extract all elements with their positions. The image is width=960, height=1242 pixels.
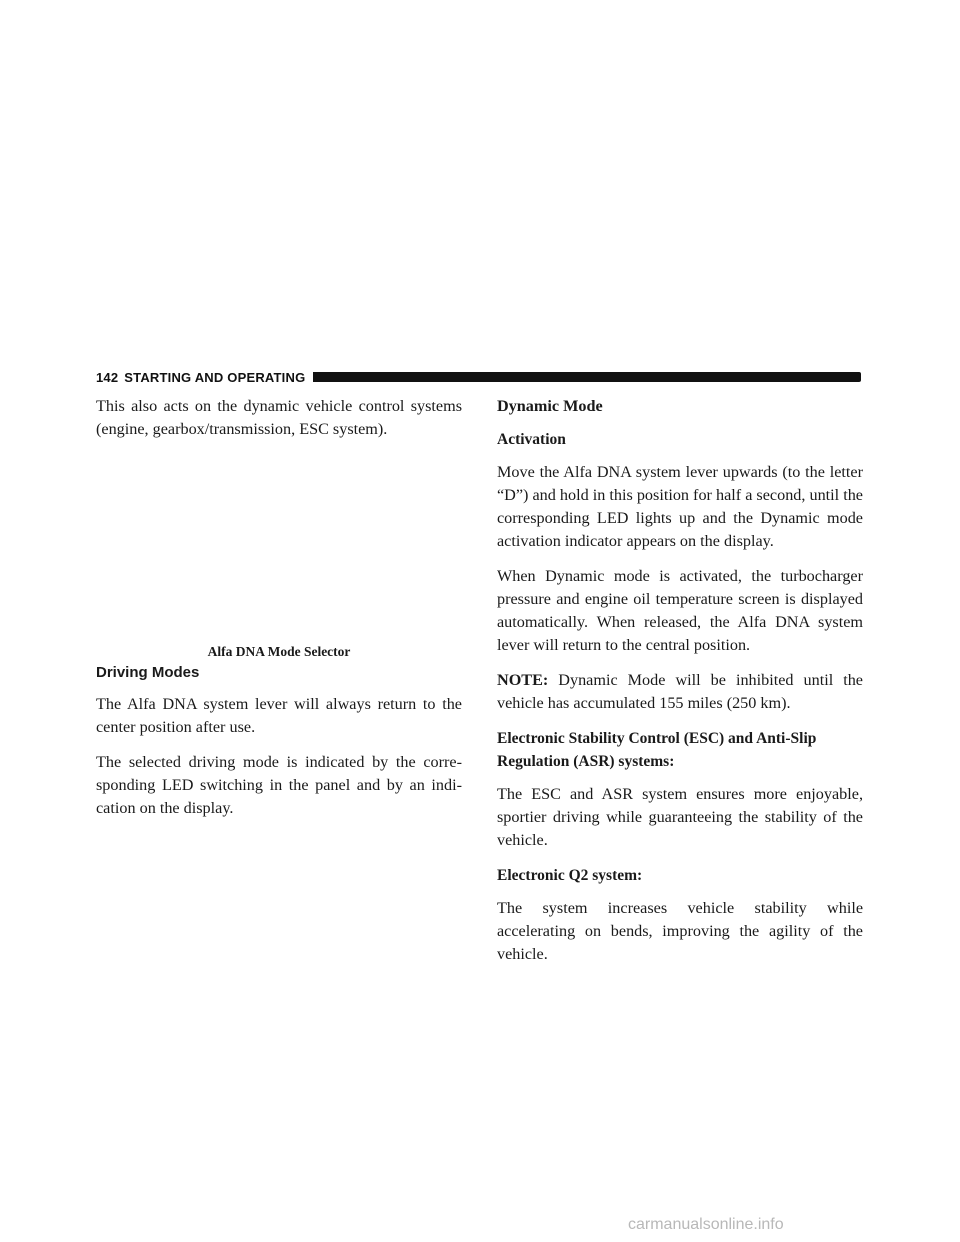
figure-placeholder [96, 453, 462, 643]
note-paragraph [497, 669, 863, 715]
esc-paragraph: The ESC and ASR system ensures more enjoyable, sportier driving while guaranteeing the stability of the vehicle. [497, 785, 863, 849]
page-header [96, 368, 861, 386]
esc-heading: Electronic Stability Control (ESC) and Anti-Slip Regulation (ASR) systems: [497, 730, 817, 770]
figure-caption: Alfa DNA Mode Selector [207, 644, 351, 659]
header-rule [313, 372, 861, 382]
section-title: STARTING AND OPERATING [124, 369, 306, 385]
watermark-link[interactable]: carmanualsonline.info [628, 1216, 784, 1233]
right-column [497, 395, 863, 978]
dynamic-released-paragraph: When Dynamic mode is activated, the turbocharger pressure and engine oil temperature screen is displayed automatically. When released, the Alfa DNA system lever will return to the central position. [497, 567, 863, 654]
note-label: NOTE: [497, 671, 549, 689]
header-text [96, 370, 305, 385]
intro-paragraph: This also acts on the dynamic vehicle control systems (engine, gearbox/transmission, ESC system). [96, 397, 462, 438]
driving-modes-heading: Driving Modes [96, 664, 200, 681]
q2-heading: Electronic Q2 system: [497, 867, 643, 884]
activation-heading: Activation [497, 431, 566, 448]
driving-modes-paragraph-1: The Alfa DNA system lever will always return to the center position after use. [96, 695, 462, 736]
note-text: Dynamic Mode will be inhibited until the vehicle has accumulated 155 miles (250 km). [497, 671, 863, 712]
dynamic-mode-heading: Dynamic Mode [497, 397, 603, 415]
q2-paragraph: The system increases vehicle stability while accelerating on bends, improving the agility of the vehicle. [497, 899, 863, 963]
left-column [96, 395, 462, 832]
activation-paragraph: Move the Alfa DNA system lever upwards (to the letter “D”) and hold in this position for half a second, until the corresponding LED lights up and the Dynamic mode activation indicator appears on the display. [497, 463, 863, 550]
page-number: 142 [96, 369, 119, 385]
driving-modes-paragraph-2: The selected driving mode is indicated by the corre- sponding LED switching in the panel and by an indi- cation on the display. [96, 753, 462, 817]
